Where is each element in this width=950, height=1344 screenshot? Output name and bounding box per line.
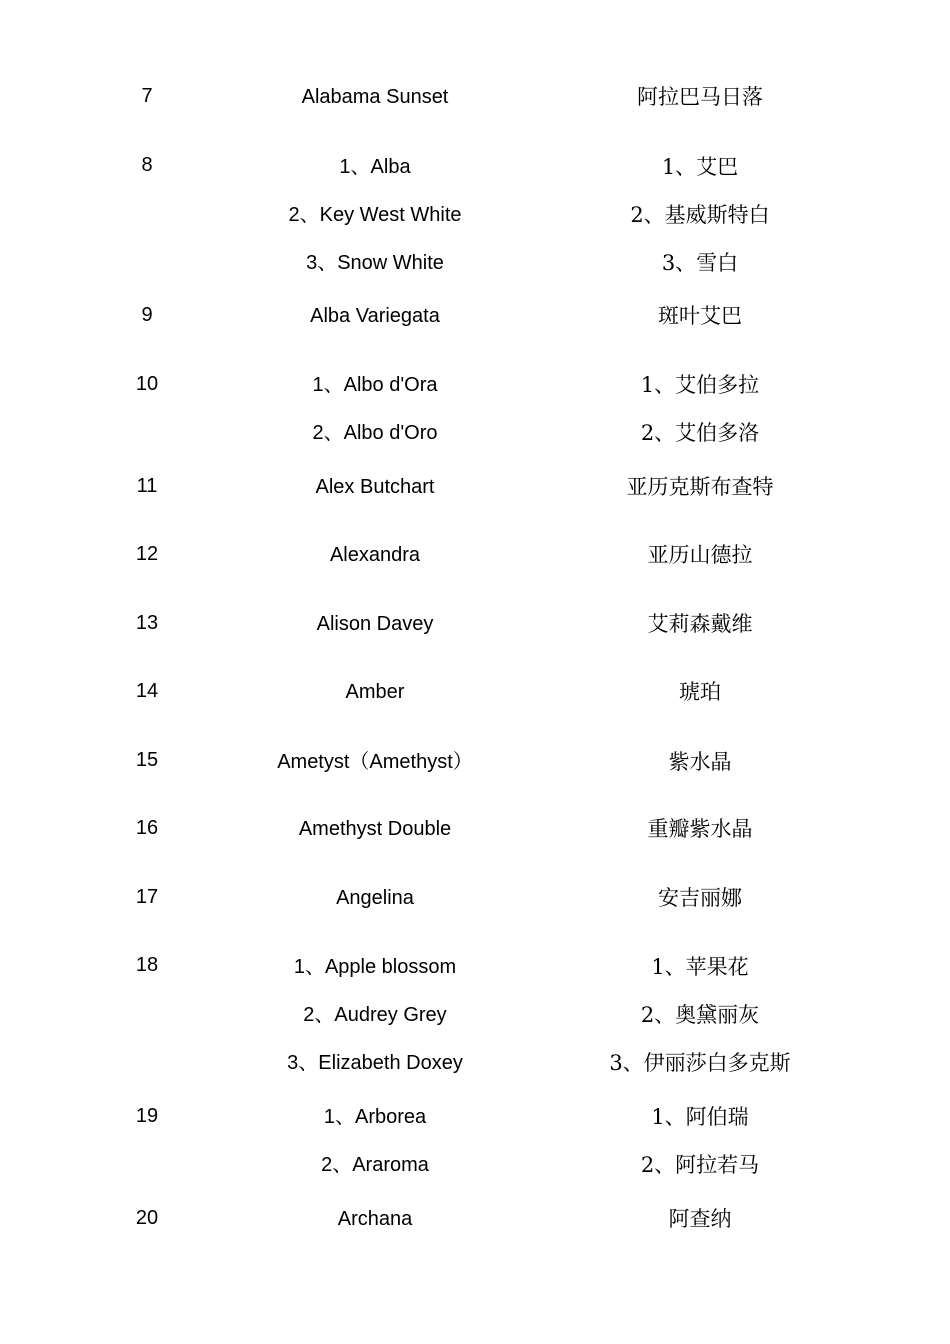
english-name: 1、Apple blossom [293, 956, 457, 978]
entry-number: 10 [135, 373, 159, 395]
entry-number: 20 [135, 1207, 159, 1229]
entry-number: 9 [141, 304, 153, 326]
chinese-name: 1、艾伯多拉 [640, 373, 760, 397]
chinese-name: 2、阿拉若马 [640, 1153, 760, 1177]
chinese-name: 斑叶艾巴 [658, 304, 742, 328]
english-name: Archana [337, 1208, 413, 1230]
english-name: Alison Davey [316, 613, 434, 635]
english-name: Alex Butchart [315, 476, 435, 498]
english-name: 1、Alba [339, 156, 411, 178]
chinese-name: 阿查纳 [668, 1207, 732, 1231]
entry-number: 11 [136, 475, 158, 497]
english-name: 1、Arborea [323, 1106, 427, 1128]
chinese-name: 琥珀 [679, 680, 721, 704]
chinese-name: 1、苹果花 [651, 955, 749, 979]
english-name: 3、Elizabeth Doxey [287, 1052, 463, 1074]
entry-number: 15 [135, 749, 159, 771]
chinese-name: 1、阿伯瑞 [651, 1105, 749, 1129]
chinese-name: 亚历克斯布查特 [626, 475, 774, 499]
entry-number: 12 [135, 543, 159, 565]
chinese-name: 阿拉巴马日落 [637, 85, 763, 109]
english-name: 2、Araroma [321, 1154, 429, 1176]
english-name: Alba Variegata [310, 305, 440, 327]
chinese-name: 亚历山德拉 [647, 543, 753, 567]
english-name: Alexandra [329, 544, 421, 566]
entry-number: 19 [135, 1105, 159, 1127]
english-name: 1、Albo d'Ora [312, 374, 438, 396]
chinese-name: 2、艾伯多洛 [640, 421, 760, 445]
english-name: Amber [345, 681, 405, 703]
english-name: Ametyst（Amethyst） [277, 751, 473, 773]
english-name: Amethyst Double [298, 818, 452, 840]
entry-number: 7 [141, 85, 153, 107]
chinese-name: 1、艾巴 [661, 155, 739, 179]
english-name: 2、Albo d'Oro [312, 422, 438, 444]
chinese-name: 重瓣紫水晶 [647, 817, 753, 841]
entry-number: 17 [135, 886, 159, 908]
chinese-name: 3、雪白 [661, 251, 739, 275]
chinese-name: 2、基威斯特白 [630, 203, 770, 227]
chinese-name: 安吉丽娜 [658, 886, 742, 910]
entry-number: 13 [135, 612, 159, 634]
chinese-name: 2、奥黛丽灰 [640, 1003, 760, 1027]
english-name: 2、Key West White [288, 204, 462, 226]
entry-number: 14 [135, 680, 159, 702]
english-name: 2、Audrey Grey [303, 1004, 447, 1026]
chinese-name: 紫水晶 [668, 750, 732, 774]
entry-number: 8 [141, 154, 153, 176]
entry-number: 16 [135, 817, 159, 839]
english-name: 3、Snow White [306, 252, 444, 274]
chinese-name: 3、伊丽莎白多克斯 [609, 1051, 791, 1075]
english-name: Alabama Sunset [301, 86, 449, 108]
english-name: Angelina [336, 887, 414, 909]
chinese-name: 艾莉森戴维 [647, 612, 753, 636]
entry-number: 18 [135, 954, 159, 976]
